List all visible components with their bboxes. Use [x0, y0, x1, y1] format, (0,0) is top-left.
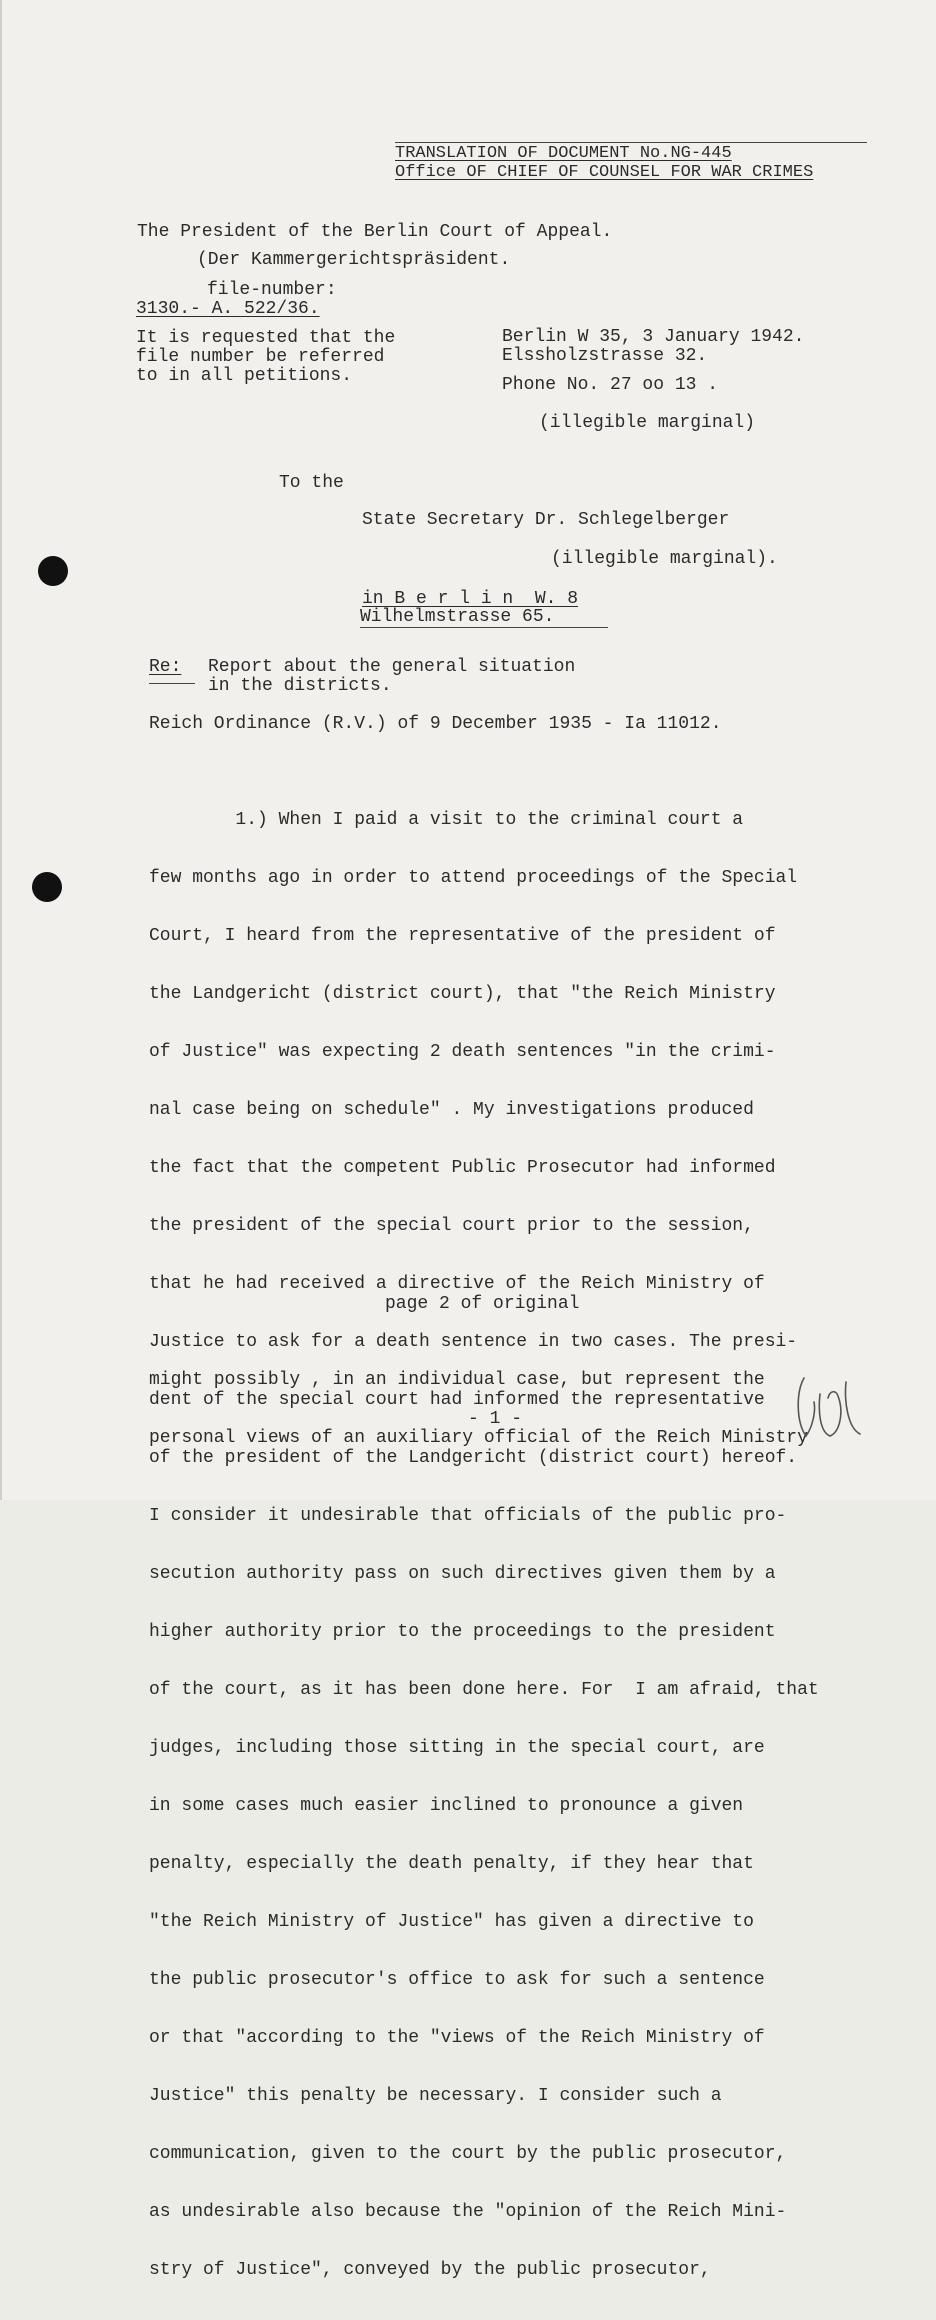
body-line: few months ago in order to attend proceedings of the Special [149, 867, 798, 888]
body-line: secution authority pass on such directives given them by a [149, 1564, 776, 1585]
request-note-1: It is requested that the [136, 328, 396, 348]
sender-marginal-note: (illegible marginal) [539, 413, 756, 433]
request-note-2: file number be referred [136, 347, 385, 367]
body-line: stry of Justice", conveyed by the public prosecutor, [149, 2260, 711, 2281]
body-line: Justice to ask for a death sentence in two cases. The presi- [149, 1331, 798, 1352]
subject-label-rule [149, 683, 195, 684]
handwritten-initials-icon [790, 1372, 870, 1442]
recipient-name: State Secretary Dr. Schlegelberger [362, 510, 730, 530]
sender-title: The President of the Berlin Court of Appeal. [137, 222, 613, 242]
page-number: - 1 - [468, 1409, 523, 1429]
body-line: nal case being on schedule" . My investigations produced [149, 1099, 754, 1120]
file-number: 3130.- A. 522/36. [136, 299, 320, 319]
place-date: Berlin W 35, 3 January 1942. [502, 327, 805, 347]
sender-phone: Phone No. 27 oo 13 . [502, 375, 719, 395]
recipient-street-rule [360, 627, 608, 628]
subject-label: Re: [149, 657, 182, 677]
continuation-line: might possibly , in an individual case, but represent the [149, 1369, 765, 1390]
body-line: communication, given to the court by the public prosecutor, [149, 2144, 787, 2165]
body-line: or that "according to the "views of the Reich Ministry of [149, 2028, 765, 2049]
punch-hole-top [38, 556, 68, 586]
office-line: Office OF CHIEF OF COUNSEL FOR WAR CRIMES [395, 163, 814, 182]
sender-street: Elssholzstrasse 32. [502, 346, 708, 366]
body-line: of Justice" was expecting 2 death sentences "in the crimi- [149, 1041, 776, 1062]
body-line: the fact that the competent Public Prosecutor had informed [149, 1157, 776, 1178]
body-line: I consider it undesirable that officials of the public pro- [149, 1506, 787, 1527]
continuation-line: personal views of an auxiliary official of the Reich Ministry [149, 1427, 808, 1448]
body-line: the public prosecutor's office to ask for such a sentence [149, 1970, 765, 1991]
body-line: of the president of the Landgericht (district court) hereof. [149, 1448, 798, 1469]
body-line: Justice" this penalty be necessary. I consider such a [149, 2086, 722, 2107]
body-line: the president of the special court prior to the session, [149, 1215, 754, 1236]
to-label: To the [279, 473, 344, 493]
subject-line-2: in the districts. [208, 676, 392, 696]
recipient-marginal-note: (illegible marginal). [551, 549, 778, 569]
sender-german-title: (Der Kammergerichtspräsident. [197, 250, 511, 270]
body-line: judges, including those sitting in the special court, are [149, 1738, 765, 1759]
body-line: Court, I heard from the representative of the president of [149, 925, 776, 946]
body-line: as undesirable also because the "opinion of the Reich Mini- [149, 2202, 787, 2223]
body-line: dent of the special court had informed the representative [149, 1390, 765, 1410]
reference-line: Reich Ordinance (R.V.) of 9 December 1935 - Ia 11012. [149, 714, 722, 734]
recipient-street: Wilhelmstrasse 65. [360, 607, 555, 627]
body-line: of the court, as it has been done here. For I am afraid, that [149, 1680, 819, 1701]
subject-line-1: Report about the general situation [208, 657, 576, 677]
punch-hole-bottom [32, 872, 62, 902]
body-line: the Landgericht (district court), that "the Reich Ministry [149, 983, 776, 1004]
header-rule-top [395, 142, 867, 143]
body-line: in some cases much easier inclined to pronounce a given [149, 1796, 744, 1817]
translation-line: TRANSLATION OF DOCUMENT No.NG-445 [395, 144, 732, 163]
recipient-city: in B e r l i n W. 8 [362, 589, 579, 609]
body-line: that he had received a directive of the Reich Ministry of [149, 1273, 765, 1294]
file-number-label: file-number: [207, 280, 337, 300]
body-line: higher authority prior to the proceedings to the president [149, 1622, 776, 1643]
body-line: 1.) When I paid a visit to the criminal court a [149, 809, 744, 830]
body-line: "the Reich Ministry of Justice" has given a directive to [149, 1912, 754, 1933]
body-paragraph [149, 772, 909, 2320]
body-line: penalty, especially the death penalty, if they hear that [149, 1854, 754, 1875]
request-note-3: to in all petitions. [136, 366, 353, 386]
page-marker: page 2 of original [385, 1294, 580, 1314]
